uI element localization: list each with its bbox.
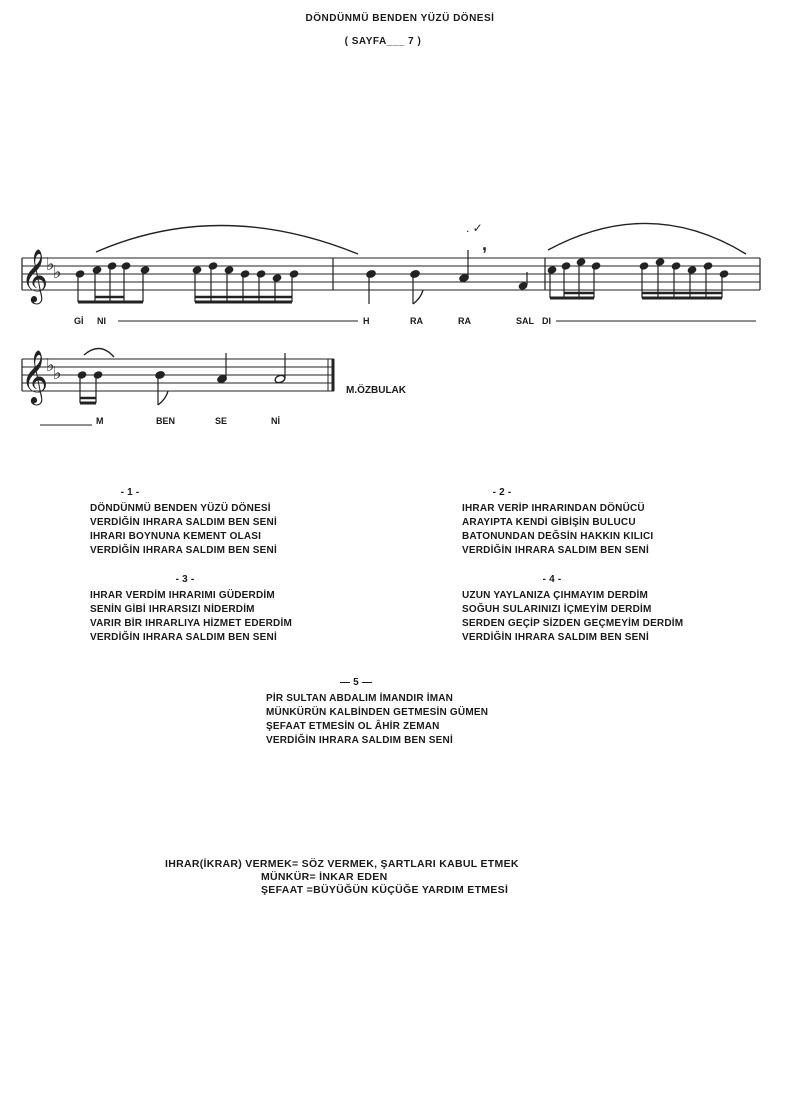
verse-line: VERDİĞİN IHRARA SALDIM BEN SENİ [90, 545, 277, 556]
lyric-syllable: RA [458, 316, 471, 326]
page-number: ( SAYFA___ 7 ) [344, 36, 422, 47]
lyric-syllable: Nİ [271, 416, 280, 426]
verse-line: IHRARI BOYNUNA KEMENT OLASI [90, 531, 262, 542]
lyric-syllable: DI [542, 316, 551, 326]
verse-2 [462, 486, 653, 558]
flat-sign-icon: ♭ [46, 254, 55, 275]
verse-line: MÜNKÜRÜN KALBİNDEN GETMESİN GÜMEN [266, 707, 489, 718]
treble-clef-icon: 𝄞 [21, 349, 49, 403]
staff-lines [22, 359, 334, 391]
verse-line: DÖNDÜNMÜ BENDEN YÜZÜ DÖNESİ [90, 503, 271, 514]
verse-line: VERDİĞİN IHRARA SALDIM BEN SENİ [90, 632, 277, 643]
verse-number: - 2 - [492, 487, 512, 498]
verse-number: - 4 - [542, 574, 562, 585]
lyrics-system-1 [0, 316, 800, 330]
verse-number: - 1 - [120, 487, 140, 498]
song-title: DÖNDÜNMÜ BENDEN YÜZÜ DÖNESİ [305, 13, 495, 24]
svg-text:. ✓: . ✓ [466, 221, 483, 235]
glossary-entry: MÜNKÜR= İNKAR EDEN [261, 871, 388, 883]
slur [84, 348, 114, 357]
lyric-syllable: SE [215, 416, 228, 426]
verse-number: - 3 - [175, 574, 195, 585]
lyric-syllable: RA [410, 316, 423, 326]
verse-3 [90, 573, 292, 645]
verse-1 [90, 486, 277, 558]
lyric-syllable: M [96, 416, 104, 426]
verse-line: UZUN YAYLANIZA ÇIHMAYIM DERDİM [462, 590, 649, 601]
glossary [165, 858, 519, 897]
verse-line: VERDİĞİN IHRARA SALDIM BEN SENİ [462, 545, 649, 556]
notes-system-2 [77, 353, 286, 405]
verse-line: BATONUNDAN DEĞSİN HAKKIN KILICI [462, 531, 654, 542]
lyric-syllable: NI [97, 316, 106, 326]
verse-4 [462, 573, 683, 645]
lyric-syllable: H [363, 316, 370, 326]
verse-line: IHRAR VERİP IHRARINDAN DÖNÜCÜ [462, 503, 645, 514]
staff-system-1 [0, 210, 800, 330]
verse-line: VERDİĞİN IHRARA SALDIM BEN SENİ [90, 517, 277, 528]
slur [548, 223, 746, 254]
flat-sign-icon: ♭ [46, 355, 55, 376]
breath-mark-icon: , [482, 234, 488, 254]
lyric-syllable: SAL [516, 316, 534, 326]
glossary-entry: ŞEFAAT =BÜYÜĞÜN KÜÇÜĞE YARDIM ETMESİ [261, 884, 509, 896]
flat-sign-icon: ♭ [53, 363, 62, 384]
verse-line: SENİN GİBİ IHRARSIZI NİDERDİM [90, 604, 255, 615]
composer-name: M.ÖZBULAK [346, 385, 406, 396]
lyric-syllable: Gİ [74, 316, 84, 326]
verse-line: SOĞUH SULARINIZI İÇMEYİM DERDİM [462, 604, 652, 615]
verse-line: ŞEFAAT ETMESİN OL ÂHİR ZEMAN [266, 721, 440, 732]
treble-clef-icon: 𝄞 [21, 248, 49, 302]
glossary-entry: IHRAR(İKRAR) VERMEK= SÖZ VERMEK, ŞARTLARI KABUL ETMEK [165, 858, 519, 870]
flat-sign-icon: ♭ [53, 262, 62, 283]
lyric-syllable: BEN [156, 416, 176, 426]
verse-line: PİR SULTAN ABDALIM İMANDIR İMAN [266, 693, 454, 704]
lyrics-system-2 [0, 416, 340, 430]
verse-line: IHRAR VERDİM IHRARIMI GÜDERDİM [90, 590, 275, 601]
verse-line: VERDİĞİN IHRARA SALDIM BEN SENİ [462, 632, 649, 643]
verse-line: VARIR BİR IHRARLIYA HİZMET EDERDİM [90, 618, 292, 629]
verse-line: SERDEN GEÇİP SİZDEN GEÇMEYİM DERDİM [462, 618, 684, 629]
verse-number: — 5 — [339, 677, 373, 688]
verse-line: ARAYIPTA KENDİ GİBİŞİN BULUCU [462, 517, 636, 528]
verse-line: VERDİĞİN IHRARA SALDIM BEN SENİ [266, 735, 453, 746]
slur [96, 225, 358, 254]
staff-lines [22, 258, 760, 290]
notes-measure-3 [518, 258, 729, 298]
verse-5 [266, 676, 488, 748]
